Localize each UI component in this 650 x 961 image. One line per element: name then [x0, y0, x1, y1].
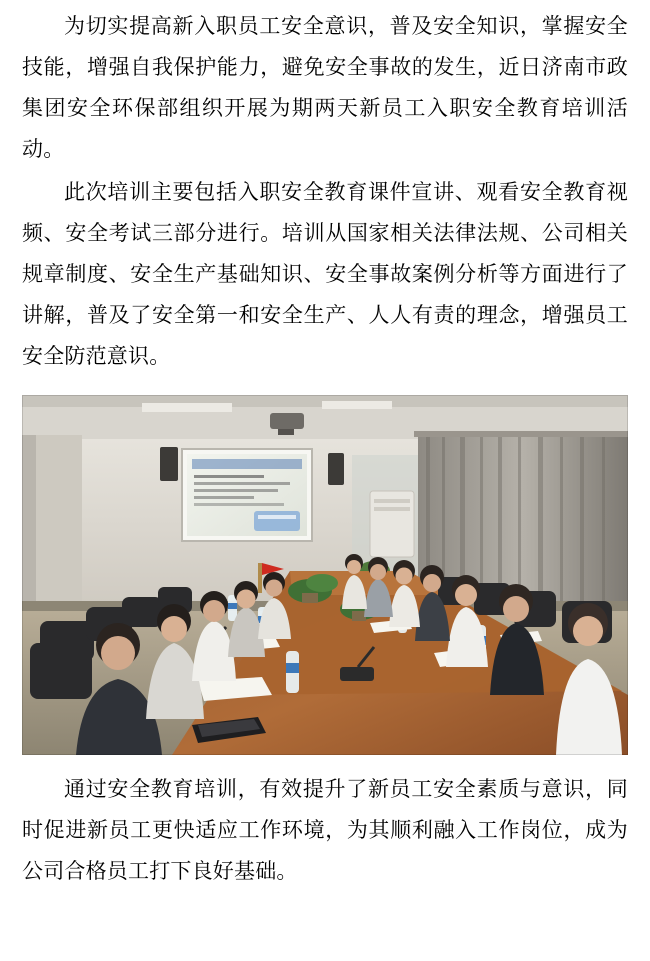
paragraph-1: 为切实提高新入职员工安全意识，普及安全知识，掌握安全技能，增强自我保护能力，避免安全事故的发生，近日济南市政集团安全环保部组织开展为期两天新员工入职安全教育培训活动。 — [22, 14, 628, 161]
paragraph-3: 通过安全教育培训，有效提升了新员工安全素质与意识，同时促进新员工更快适应工作环境，为其顺利融入工作岗位，成为公司合格员工打下良好基础。 — [22, 777, 628, 883]
photo-illustration — [22, 395, 628, 755]
training-meeting-photo — [22, 395, 628, 755]
paragraph-2: 此次培训主要包括入职安全教育课件宣讲、观看安全教育视频、安全考试三部分进行。培训从国家相关法律法规、公司相关规章制度、安全生产基础知识、安全事故案例分析等方面进行了讲解，普及了安全第一和安全生产、人人有责的理念，增强员工安全防范意识。 — [22, 180, 628, 368]
